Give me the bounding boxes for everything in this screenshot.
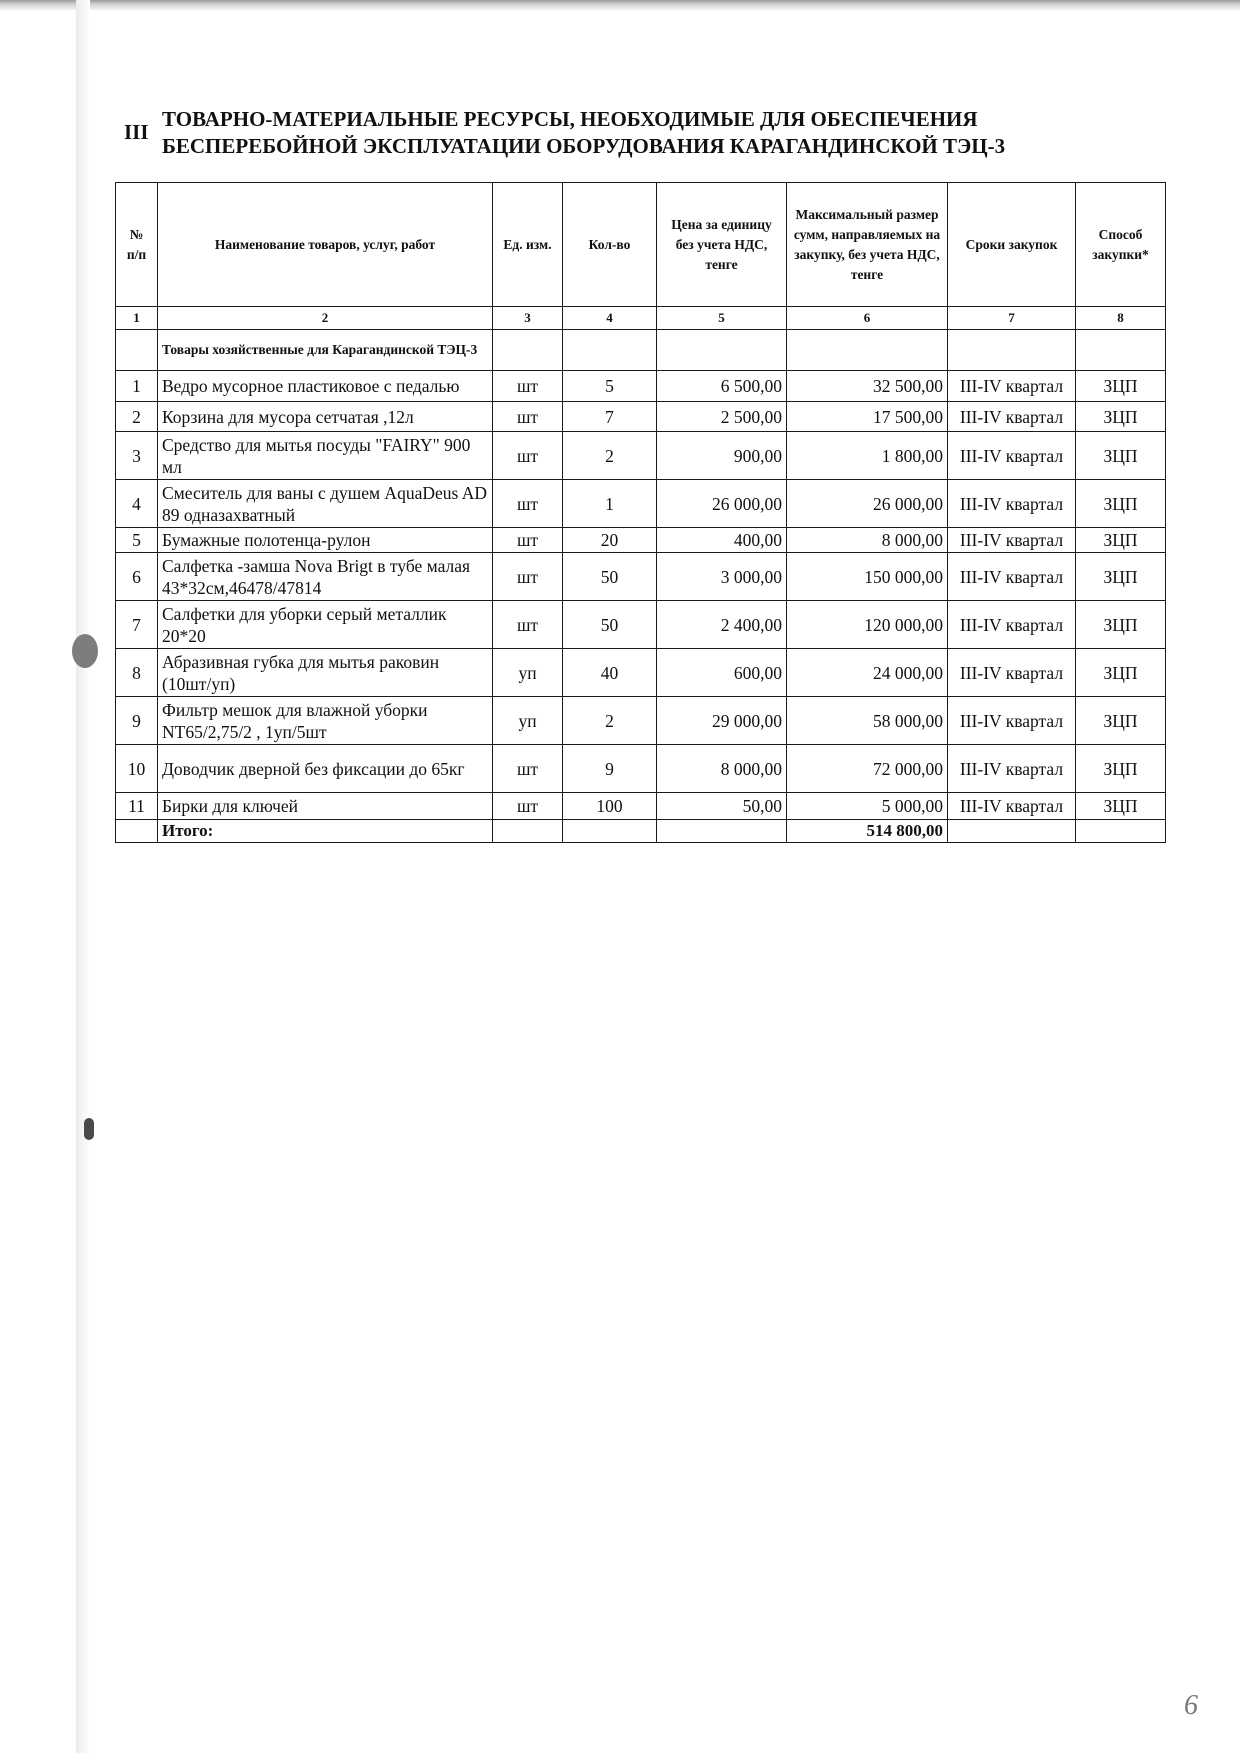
group-num-cell	[116, 330, 158, 371]
row-number: 5	[116, 528, 158, 553]
row-number: 1	[116, 371, 158, 402]
empty-cell	[948, 820, 1076, 843]
item-sum: 17 500,00	[787, 402, 948, 432]
item-method: ЗЦП	[1076, 649, 1166, 697]
item-method: ЗЦП	[1076, 480, 1166, 528]
item-method: ЗЦП	[1076, 371, 1166, 402]
row-number: 9	[116, 697, 158, 745]
empty-cell	[657, 820, 787, 843]
item-term: III-IV квартал	[948, 371, 1076, 402]
item-unit: шт	[493, 601, 563, 649]
item-term: III-IV квартал	[948, 480, 1076, 528]
header-unit: Ед. изм.	[493, 183, 563, 307]
item-qty: 100	[563, 793, 657, 820]
row-number: 6	[116, 553, 158, 601]
row-number: 3	[116, 432, 158, 480]
item-price: 400,00	[657, 528, 787, 553]
empty-cell	[493, 820, 563, 843]
item-price: 3 000,00	[657, 553, 787, 601]
document-header	[124, 106, 1084, 162]
table-row	[116, 553, 1166, 601]
item-name: Корзина для мусора сетчатая ,12л	[158, 402, 493, 432]
item-price: 6 500,00	[657, 371, 787, 402]
item-qty: 5	[563, 371, 657, 402]
empty-cell	[1076, 820, 1166, 843]
punch-hole	[84, 1118, 94, 1140]
table-row	[116, 402, 1166, 432]
header-price: Цена за единицу без учета НДС, тенге	[657, 183, 787, 307]
item-qty: 40	[563, 649, 657, 697]
header-name: Наименование товаров, услуг, работ	[158, 183, 493, 307]
item-method: ЗЦП	[1076, 553, 1166, 601]
scan-left-margin	[76, 0, 90, 1753]
column-number: 1	[116, 307, 158, 330]
title-line-2: БЕСПЕРЕБОЙНОЙ ЭКСПЛУАТАЦИИ ОБОРУДОВАНИЯ КАРАГАНДИНСКОЙ ТЭЦ-3	[162, 134, 1006, 158]
item-sum: 32 500,00	[787, 371, 948, 402]
item-qty: 9	[563, 745, 657, 793]
total-label: Итого:	[158, 820, 493, 843]
header-row	[116, 183, 1166, 307]
item-price: 26 000,00	[657, 480, 787, 528]
column-number: 2	[158, 307, 493, 330]
item-price: 600,00	[657, 649, 787, 697]
item-qty: 20	[563, 528, 657, 553]
row-number: 4	[116, 480, 158, 528]
empty-cell	[563, 820, 657, 843]
item-price: 50,00	[657, 793, 787, 820]
total-row	[116, 820, 1166, 843]
table-row	[116, 745, 1166, 793]
empty-cell	[787, 330, 948, 371]
item-term: III-IV квартал	[948, 649, 1076, 697]
row-number: 7	[116, 601, 158, 649]
item-term: III-IV квартал	[948, 601, 1076, 649]
row-number: 10	[116, 745, 158, 793]
item-unit: уп	[493, 649, 563, 697]
section-number: III	[124, 120, 149, 144]
table-row	[116, 480, 1166, 528]
item-term: III-IV квартал	[948, 528, 1076, 553]
item-method: ЗЦП	[1076, 528, 1166, 553]
item-sum: 150 000,00	[787, 553, 948, 601]
empty-cell	[1076, 330, 1166, 371]
empty-cell	[563, 330, 657, 371]
item-sum: 24 000,00	[787, 649, 948, 697]
item-term: III-IV квартал	[948, 745, 1076, 793]
item-qty: 2	[563, 432, 657, 480]
page-mark: 6	[1184, 1690, 1198, 1721]
item-term: III-IV квартал	[948, 553, 1076, 601]
item-price: 8 000,00	[657, 745, 787, 793]
empty-cell	[948, 330, 1076, 371]
empty-cell	[116, 820, 158, 843]
header-num	[116, 183, 158, 307]
item-name: Бумажные полотенца-рулон	[158, 528, 493, 553]
table-row	[116, 432, 1166, 480]
item-method: ЗЦП	[1076, 697, 1166, 745]
title-line-1: ТОВАРНО-МАТЕРИАЛЬНЫЕ РЕСУРСЫ, НЕОБХОДИМЫЕ ДЛЯ ОБЕСПЕЧЕНИЯ	[162, 107, 978, 131]
column-number: 4	[563, 307, 657, 330]
table-row	[116, 697, 1166, 745]
item-sum: 58 000,00	[787, 697, 948, 745]
item-unit: шт	[493, 432, 563, 480]
item-price: 29 000,00	[657, 697, 787, 745]
item-name: Абразивная губка для мытья раковин (10шт/уп)	[158, 649, 493, 697]
table-row	[116, 528, 1166, 553]
item-name: Средство для мытья посуды "FAIRY" 900 мл	[158, 432, 493, 480]
item-method: ЗЦП	[1076, 601, 1166, 649]
row-number: 8	[116, 649, 158, 697]
row-number: 11	[116, 793, 158, 820]
row-number: 2	[116, 402, 158, 432]
item-qty: 50	[563, 601, 657, 649]
header-terms: Сроки закупок	[948, 183, 1076, 307]
header-qty: Кол-во	[563, 183, 657, 307]
header-max-sum: Максимальный размер сумм, направляемых на закупку, без учета НДС, тенге	[787, 183, 948, 307]
item-term: III-IV квартал	[948, 793, 1076, 820]
group-title: Товары хозяйственные для Карагандинской ТЭЦ-3	[158, 330, 493, 371]
item-unit: шт	[493, 793, 563, 820]
item-price: 2 500,00	[657, 402, 787, 432]
item-method: ЗЦП	[1076, 432, 1166, 480]
item-name: Салфетка -замша Nova Brigt в тубе малая 43*32см,46478/47814	[158, 553, 493, 601]
item-sum: 1 800,00	[787, 432, 948, 480]
item-method: ЗЦП	[1076, 745, 1166, 793]
item-sum: 72 000,00	[787, 745, 948, 793]
item-sum: 120 000,00	[787, 601, 948, 649]
item-qty: 50	[563, 553, 657, 601]
item-unit: шт	[493, 371, 563, 402]
item-qty: 7	[563, 402, 657, 432]
item-name: Фильтр мешок для влажной уборки NT65/2,75/2 , 1уп/5шт	[158, 697, 493, 745]
item-sum: 5 000,00	[787, 793, 948, 820]
item-unit: шт	[493, 528, 563, 553]
item-name: Салфетки для уборки серый металлик 20*20	[158, 601, 493, 649]
scan-top-edge	[0, 0, 1240, 10]
empty-cell	[657, 330, 787, 371]
item-term: III-IV квартал	[948, 432, 1076, 480]
item-name: Ведро мусорное пластиковое с педалью	[158, 371, 493, 402]
table-row	[116, 371, 1166, 402]
table-row	[116, 601, 1166, 649]
empty-cell	[493, 330, 563, 371]
header-num-line1: №	[129, 226, 144, 242]
group-row	[116, 330, 1166, 371]
item-name: Доводчик дверной без фиксации до 65кг	[158, 745, 493, 793]
item-method: ЗЦП	[1076, 793, 1166, 820]
item-unit: уп	[493, 697, 563, 745]
header-num-line2: п/п	[126, 246, 147, 262]
column-number: 5	[657, 307, 787, 330]
item-unit: шт	[493, 480, 563, 528]
item-unit: шт	[493, 402, 563, 432]
column-number-row	[116, 307, 1166, 330]
document-title	[162, 106, 1005, 160]
item-price: 900,00	[657, 432, 787, 480]
header-method: Способ закупки*	[1076, 183, 1166, 307]
item-method: ЗЦП	[1076, 402, 1166, 432]
item-unit: шт	[493, 745, 563, 793]
item-name: Бирки для ключей	[158, 793, 493, 820]
item-qty: 1	[563, 480, 657, 528]
column-number: 7	[948, 307, 1076, 330]
table-row	[116, 793, 1166, 820]
item-qty: 2	[563, 697, 657, 745]
item-unit: шт	[493, 553, 563, 601]
item-term: III-IV квартал	[948, 697, 1076, 745]
table-row	[116, 649, 1166, 697]
column-number: 6	[787, 307, 948, 330]
item-sum: 8 000,00	[787, 528, 948, 553]
punch-hole	[72, 634, 98, 668]
column-number: 3	[493, 307, 563, 330]
item-price: 2 400,00	[657, 601, 787, 649]
total-value: 514 800,00	[787, 820, 948, 843]
item-name: Смеситель для ваны с душем AquaDeus AD 89 одназахватный	[158, 480, 493, 528]
item-sum: 26 000,00	[787, 480, 948, 528]
item-term: III-IV квартал	[948, 402, 1076, 432]
resources-table	[115, 182, 1166, 843]
column-number: 8	[1076, 307, 1166, 330]
